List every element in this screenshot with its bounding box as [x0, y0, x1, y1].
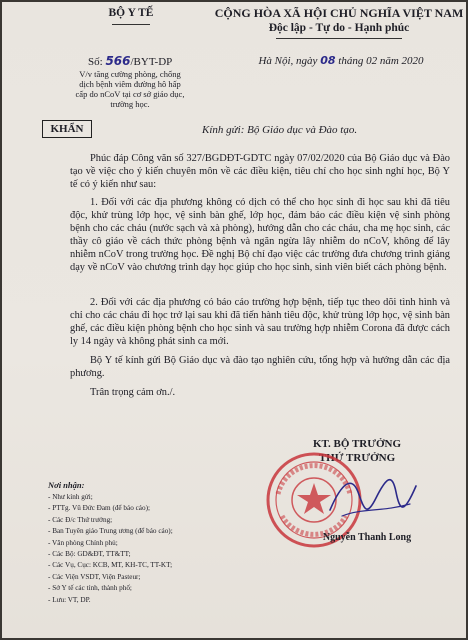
list-item: - PTTg. Vũ Đức Đam (để báo cáo);	[48, 504, 150, 513]
body-paragraph-3: 2. Đối với các địa phương có báo cáo trường hợp bệnh, tiếp tục theo dõi tình hình và chỉ cho các cháu đi học trở lại sau khi đã tiến hành tiêu độc, khử trùng lớp học, vệ sinh bàn ghế, các điều kiện phòng bệnh cho học sinh và sau trường hợp nhiễm Corona đã được cách ly 14 ngày và không phát sinh ca mới.	[70, 297, 450, 348]
motto-underline	[276, 38, 402, 39]
national-motto: Độc lập - Tự do - Hạnh phúc	[268, 22, 410, 34]
urgency-stamp: KHẨN	[42, 120, 92, 138]
salutation: Kính gửi: Bộ Giáo dục và Đào tạo.	[202, 124, 358, 136]
document-page	[2, 2, 466, 638]
body-paragraph-2: 1. Đối với các địa phương không có dịch có thể cho học sinh đi học sau khi đã tiêu độc, khử trùng lớp học, vệ sinh bàn ghế, lớp học, đảm bảo các điều kiện vệ sinh phòng bệnh cho các cháu (nước sạch và xà phòng), hướng dẫn cho các cháu, cha mẹ học sinh, các thầy cô giáo về cách thức phòng bệnh và ngăn ngừa lây nhiễm do nCoV, không để lây nhiễm nCoV trong trường học. Đề nghị Bộ chỉ đạo việc các trường đưa chương trình giảng dạy về nCoV vào chương trình dạy học giúp cho học sinh, sinh viên biết cách phòng bệnh.	[70, 197, 450, 274]
list-item: - Các Viện VSDT, Viện Pasteur;	[48, 572, 141, 581]
issuing-org: BỘ Y TẾ	[108, 7, 154, 19]
org-underline	[112, 24, 150, 25]
body-paragraph-1: Phúc đáp Công văn số 327/BGDĐT-GDTC ngày 07/02/2020 của Bộ Giáo dục và Đào tạo về việc cho ý kiến chuyên môn về các điều kiện, tiêu chí cho học sinh nghỉ học, Bộ Y tế có ý kiến như sau:	[70, 153, 450, 191]
document-number-value: 566	[105, 54, 131, 68]
body-paragraph-4: Bộ Y tế kính gửi Bộ Giáo dục và đào tạo nghiên cứu, tổng hợp và hướng dẫn các địa phương.	[70, 355, 450, 380]
closing-line: Trân trọng cảm ơn./.	[90, 387, 176, 398]
recipients-list	[48, 492, 248, 606]
list-item: - Các Bộ: GD&ĐT, TT&TT;	[48, 550, 131, 559]
handwritten-signature-icon	[322, 462, 422, 532]
recipients-heading: Nơi nhận:	[48, 480, 85, 490]
list-item: - Như kính gửi;	[48, 493, 93, 501]
list-item: - Ban Tuyên giáo Trung ương (để báo cáo);	[48, 527, 173, 536]
national-title: CỘNG HÒA XÃ HỘI CHỦ NGHĨA VIỆT NAM	[214, 6, 464, 20]
list-item: - Các Vụ, Cục: KCB, MT, KH-TC, TT-KT;	[48, 561, 173, 570]
signature-title-1: KT. BỘ TRƯỞNG	[312, 438, 402, 450]
signature-title-2: THỨ TRƯỞNG	[318, 452, 396, 464]
place-date: Hà Nội, ngày 08 tháng 02 năm 2020	[258, 54, 424, 67]
list-item: - Các Đ/c Thứ trưởng;	[48, 515, 113, 524]
document-number: Số: 566/BYT-DP	[88, 54, 173, 68]
subject-line: V/v tăng cường phòng, chống dịch bệnh viêm đường hô hấp cấp do nCoV tại cơ sở giáo dục, trường học.	[75, 69, 185, 109]
list-item: - Lưu: VT, DP.	[48, 595, 91, 604]
date-day: 08	[320, 54, 336, 67]
list-item: - Văn phòng Chính phủ;	[48, 538, 118, 547]
signer-name: Nguyễn Thanh Long	[322, 532, 412, 543]
list-item: - Sở Y tế các tỉnh, thành phố;	[48, 584, 132, 593]
